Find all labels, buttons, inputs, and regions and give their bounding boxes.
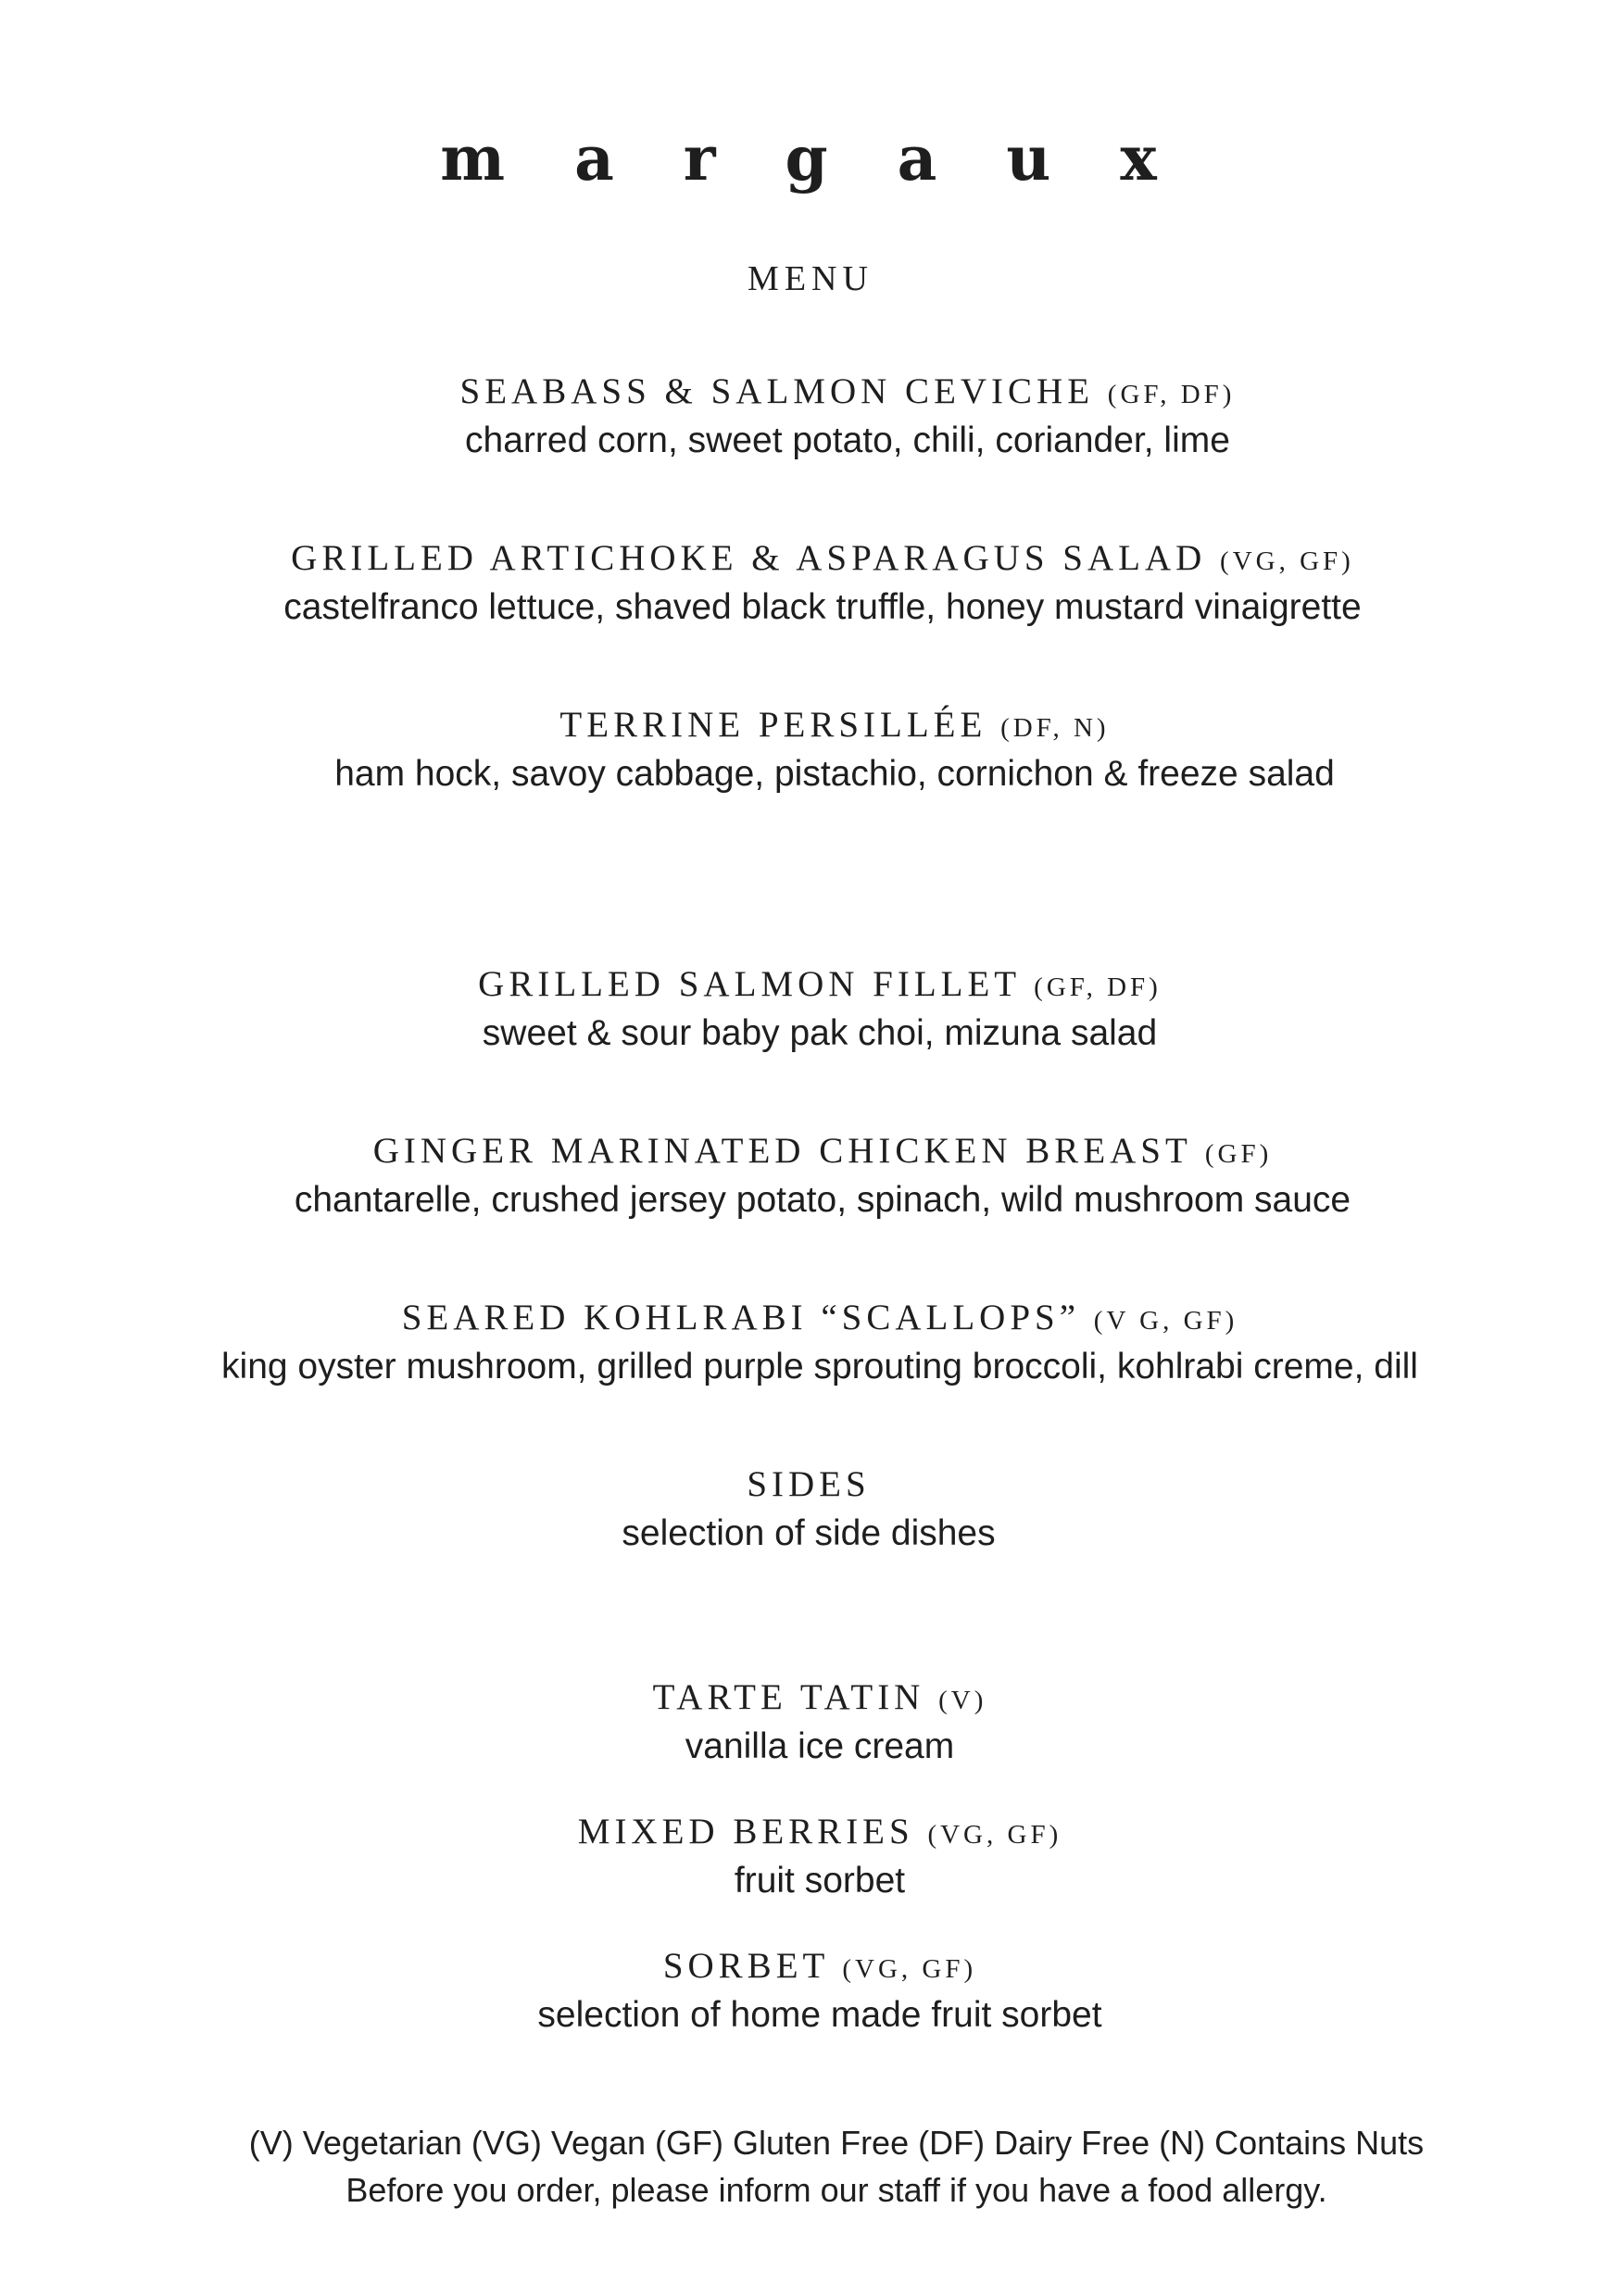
dish-item-dessert-3 [9, 1948, 1621, 2033]
dish-item-starter-2 [12, 540, 1621, 625]
dish-name: SIDES [747, 1464, 871, 1504]
menu-footer [26, 2119, 1621, 2214]
dish-name: TERRINE PERSILLÉE (DF, N) [559, 705, 1110, 745]
dish-name: GINGER MARINATED CHICKEN BREAST (GF) [372, 1131, 1273, 1171]
dish-description: chantarelle, crushed jersey potato, spinach, wild mushroom sauce [294, 1180, 1351, 1220]
dietary-legend: (V) Vegetarian (VG) Vegan (GF) Gluten Free (DF) Dairy Free (N) Contains Nuts [248, 2124, 1425, 2162]
dish-name: GRILLED SALMON FILLET (GF, DF) [478, 964, 1162, 1004]
dish-description: sweet & sour baby pak choi, mizuna salad [482, 1013, 1158, 1053]
dish-dietary-tags: (GF, DF) [1107, 380, 1236, 409]
dish-dietary-tags: (VG, GF) [927, 1820, 1062, 1850]
dish-description: castelfranco lettuce, shaved black truffle, honey mustard vinaigrette [283, 587, 1362, 627]
dish-item-dessert-1 [9, 1679, 1621, 1764]
dish-item-starter-1 [37, 373, 1621, 458]
dish-item-dessert-2 [9, 1813, 1621, 1899]
dish-name: SEABASS & SALMON CEVICHE (GF, DF) [459, 371, 1236, 411]
menu-title: MENU [748, 259, 873, 298]
dish-description: charred corn, sweet potato, chili, coriander, lime [465, 420, 1230, 460]
allergy-note: Before you order, please inform our staff if you have a food allergy. [346, 2171, 1327, 2210]
dish-name: TARTE TATIN (V) [652, 1677, 987, 1717]
dish-item-sides [0, 1466, 1619, 1551]
dish-name: GRILLED ARTICHOKE & ASPARAGUS SALAD (VG, GF) [291, 538, 1354, 578]
dish-description: vanilla ice cream [685, 1726, 955, 1766]
dish-dietary-tags: (DF, N) [1000, 713, 1110, 743]
dish-item-main-2 [12, 1133, 1621, 1218]
dish-description: fruit sorbet [734, 1861, 906, 1901]
dish-dietary-tags: (VG, GF) [842, 1954, 977, 1984]
dish-name: SORBET (VG, GF) [662, 1946, 977, 1986]
dish-description: selection of home made fruit sorbet [537, 1995, 1102, 2035]
dish-dietary-tags: (V) [938, 1686, 987, 1715]
dish-item-starter-3 [24, 707, 1621, 792]
dish-dietary-tags: (VG, GF) [1220, 546, 1354, 576]
restaurant-logo: m a r g a u x [440, 122, 1181, 194]
dish-description: ham hock, savoy cabbage, pistachio, cornichon & freeze salad [334, 754, 1335, 794]
dish-description: king oyster mushroom, grilled purple sprouting broccoli, kohlrabi creme, dill [221, 1347, 1418, 1386]
dish-dietary-tags: (V G, GF) [1093, 1306, 1238, 1336]
dish-dietary-tags: (GF) [1204, 1139, 1273, 1169]
dish-name: MIXED BERRIES (VG, GF) [577, 1812, 1062, 1851]
dish-dietary-tags: (GF, DF) [1034, 972, 1162, 1002]
dish-item-main-1 [9, 966, 1621, 1051]
dish-item-main-3 [9, 1299, 1621, 1385]
dish-name: SEARED KOHLRABI “SCALLOPS” (V G, GF) [401, 1298, 1238, 1337]
dish-description: selection of side dishes [622, 1513, 996, 1553]
